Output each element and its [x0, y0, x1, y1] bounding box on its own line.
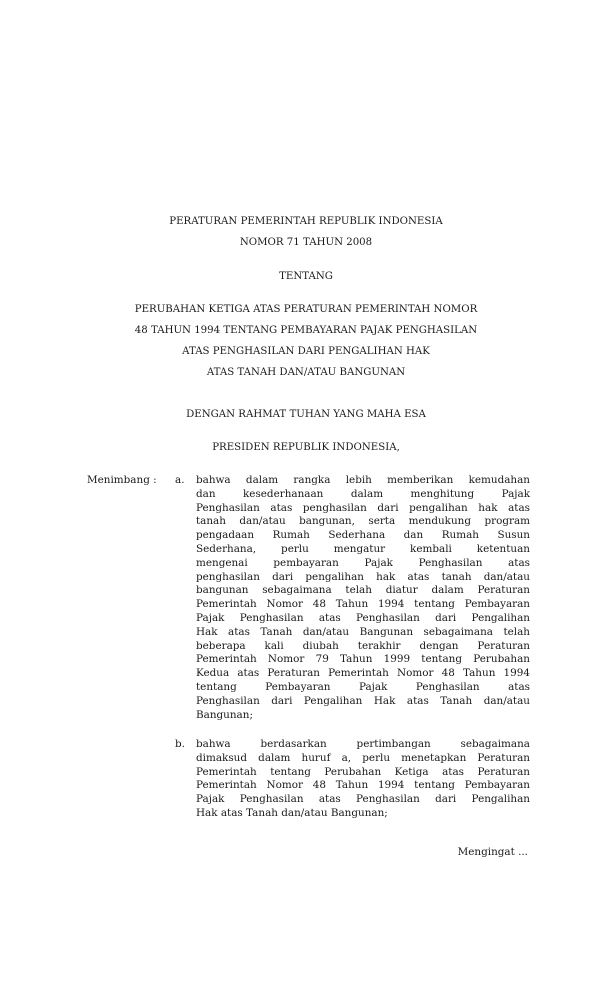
subject-line: PERUBAHAN KETIGA ATAS PERATURAN PEMERINTAH NOMOR — [134, 304, 478, 315]
text-line: pengadaan Rumah Sederhana dan Rumah Susun — [196, 529, 530, 542]
menimbang-item-a — [196, 474, 530, 722]
subject-line: 48 TAHUN 1994 TENTANG PEMBAYARAN PAJAK PENGHASILAN — [134, 325, 478, 336]
subject-line: ATAS PENGHASILAN DARI PENGALIHAN HAK — [182, 346, 430, 357]
text-line: tentang Pembayaran Pajak Penghasilan atas — [196, 680, 530, 693]
menimbang-label: Menimbang : — [87, 474, 157, 486]
menimbang-item-b — [196, 738, 530, 821]
text-line: Penghasilan atas penghasilan dari pengalihan hak atas — [196, 501, 530, 514]
text-line: Pemerintah Nomor 48 Tahun 1994 tentang Pembayaran — [196, 598, 530, 611]
invocation: DENGAN RAHMAT TUHAN YANG MAHA ESA — [186, 409, 426, 420]
text-line: bangunan sebagaimana telah diatur dalam Peraturan — [196, 584, 530, 597]
text-line: bahwa berdasarkan pertimbangan sebagaimana — [196, 738, 530, 750]
text-line: Kedua atas Peraturan Pemerintah Nomor 48 Tahun 1994 — [196, 667, 530, 680]
text-line: Pajak Penghasilan atas Penghasilan dari Pengalihan — [196, 611, 530, 624]
subject-line: ATAS TANAH DAN/ATAU BANGUNAN — [206, 367, 406, 378]
item-marker-a: a. — [175, 474, 185, 486]
continuation-marker: Mengingat ... — [457, 846, 528, 858]
text-line: beberapa kali diubah terakhir dengan Peraturan — [196, 639, 530, 652]
text-line: Pemerintah Nomor 48 Tahun 1994 tentang Pembayaran — [196, 779, 530, 792]
regulation-title: PERATURAN PEMERINTAH REPUBLIK INDONESIA — [169, 216, 443, 227]
text-line: mengenai pembayaran Pajak Penghasilan atas — [196, 556, 530, 569]
president-heading: PRESIDEN REPUBLIK INDONESIA, — [212, 442, 400, 453]
text-line: Bangunan; — [196, 708, 253, 721]
text-line: Sederhana, perlu mengatur kembali ketentuan — [196, 542, 530, 555]
text-line: dimaksud dalam huruf a, perlu menetapkan Peraturan — [196, 751, 530, 764]
tentang-heading: TENTANG — [279, 271, 333, 282]
text-line: Pemerintah tentang Perubahan Ketiga atas Peraturan — [196, 765, 530, 778]
text-line: dan kesederhanaan dalam menghitung Pajak — [196, 487, 530, 500]
text-line: Penghasilan dari Pengalihan Hak atas Tanah dan/atau — [196, 694, 530, 707]
text-line: Pajak Penghasilan atas Penghasilan dari Pengalihan — [196, 793, 530, 806]
text-line: penghasilan dari pengalihan hak atas tanah dan/atau — [196, 570, 530, 583]
text-line: Hak atas Tanah dan/atau Bangunan sebagaimana telah — [196, 625, 530, 638]
regulation-number: NOMOR 71 TAHUN 2008 — [239, 237, 373, 248]
text-line: bahwa dalam rangka lebih memberikan kemudahan — [196, 474, 530, 486]
text-line: tanah dan/atau bangunan, serta mendukung program — [196, 515, 530, 528]
text-line: Hak atas Tanah dan/atau Bangunan; — [196, 806, 388, 819]
item-marker-b: b. — [175, 738, 185, 750]
text-line: Pemerintah Nomor 79 Tahun 1999 tentang Perubahan — [196, 653, 530, 666]
